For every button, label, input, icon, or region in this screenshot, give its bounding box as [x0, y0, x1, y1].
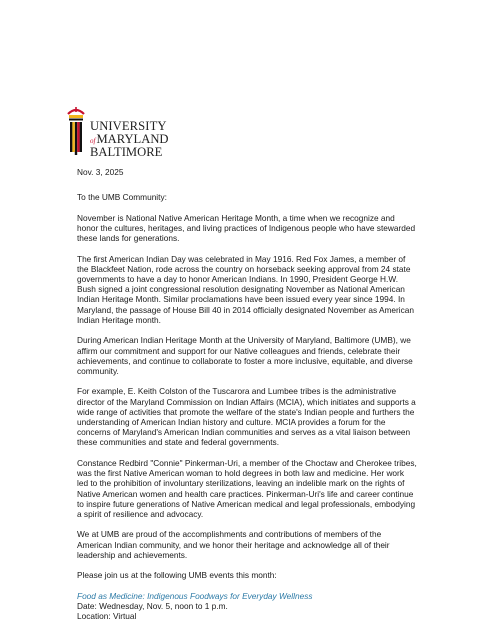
paragraph-pinkerman-uri: Constance Redbird "Connie" Pinkerman-Uri, a member of the Choctaw and Cherokee tribes, was the first Native American woman to hold degrees in both law and medicine. Her work led to the prohibition of involuntary sterilizations, leaving an indelible mark on the rights of Native American women and health care practices. Pinkerman-Uri's life and career continue to inspire future generations of Native American medical and legal professionals, embodying a spirit of resilience and advocacy. [77, 457, 417, 519]
logo-university: UNIVERSITY [90, 119, 167, 133]
event-date: Date: Wednesday, Nov. 5, noon to 1 p.m. [77, 601, 228, 612]
paragraph-pride: We at UMB are proud of the accomplishments and contributions of members of the American Indian community, and we honor their heritage and acknowledge all of their leadership and achievements. [77, 529, 390, 560]
umb-mace-logo-icon [64, 104, 88, 158]
letter-greeting: To the UMB Community: [77, 192, 167, 203]
event-title-link[interactable]: Food as Medicine: Indigenous Foodways for Everyday Wellness [77, 590, 313, 601]
logo-baltimore: BALTIMORE [90, 145, 163, 159]
paragraph-colston: For example, E. Keith Colston of the Tuscarora and Lumbee tribes is the administrative director of the Maryland Commission on Indian Affairs (MCIA), which initiates and supports a wide range of activities that promote the welfare of the state's Indian people and furthers the understanding of American Indian history and culture. MCIA provides a forum for the concerns of Maryland's American Indian communities and serves as a vital liaison between these communities and state and federal governments. [77, 386, 416, 448]
logo-maryland-text: MARYLAND [96, 132, 169, 146]
event-location: Location: Virtual [77, 611, 137, 622]
logo-of: of [90, 137, 96, 145]
letter-body [77, 167, 417, 621]
umb-logo [64, 104, 184, 164]
paragraph-heritage-month: November is National Native American Heritage Month, a time when we recognize and honor the cultures, heritages, and living practices of Indigenous people who have stewarded these lands for generations. [77, 212, 416, 244]
paragraph-events-intro: Please join us at the following UMB events this month: [77, 570, 277, 581]
letter-date: Nov. 3, 2025 [77, 167, 124, 177]
event-listing [77, 591, 417, 622]
paragraph-history: The first American Indian Day was celebrated in May 1916. Red Fox James, a member of the Blackfeet Nation, rode across the country on horseback seeking approval from 24 state governments to have a day to honor American Indians. In 1990, President George H.W. Bush signed a joint congressional resolution designating November as National American Indian Heritage Month. Similar proclamations have been issued every year since 1994. In Maryland, the passage of House Bill 40 in 2014 officially designated November as American Indian Heritage month. [77, 253, 414, 325]
paragraph-commitment: During American Indian Heritage Month at the University of Maryland, Baltimore (UMB), we affirm our commitment and support for our Native colleagues and friends, celebrate their achievements, and continue to collaborate to foster a more inclusive, equitable, and diverse community. [77, 335, 413, 376]
logo-wordmark [90, 120, 169, 159]
